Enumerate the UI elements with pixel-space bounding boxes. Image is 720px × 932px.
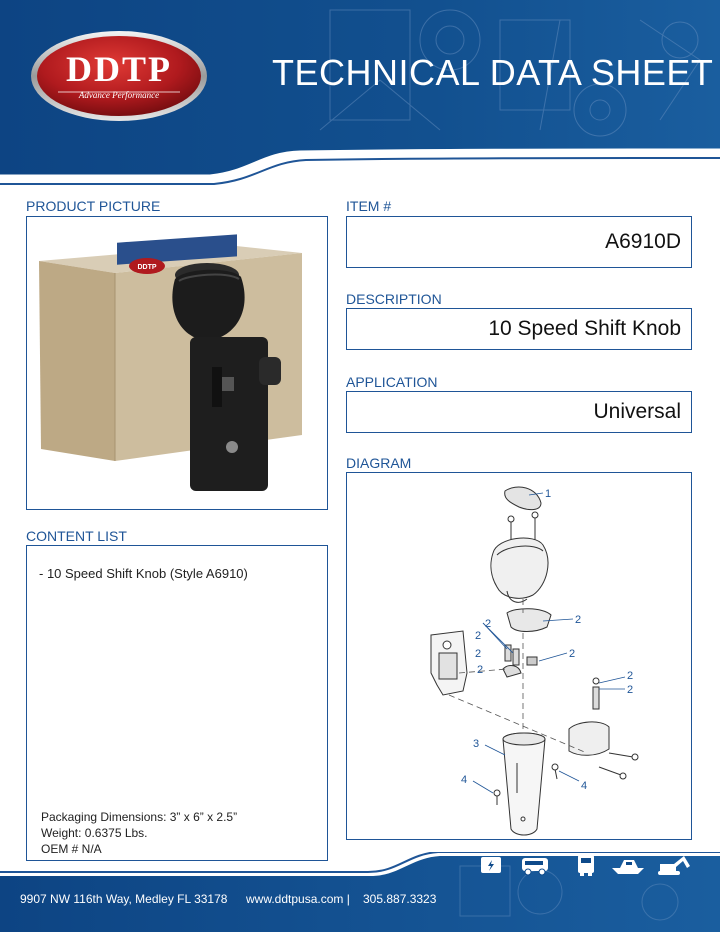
- callout-2c: 2: [475, 648, 482, 660]
- weight-text: Weight: 0.6375 Lbs.: [41, 826, 148, 840]
- application-value: Universal: [593, 400, 681, 423]
- diagram-box: [346, 472, 692, 840]
- item-number-label: ITEM #: [346, 198, 392, 214]
- content-list-label: CONTENT LIST: [26, 528, 127, 544]
- footer-address: 9907 NW 116th Way, Medley FL 33178: [20, 892, 228, 906]
- exploded-diagram: [347, 473, 691, 839]
- generator-icon: [478, 852, 504, 878]
- document-title: TECHNICAL DATA SHEET: [272, 52, 714, 93]
- item-number-box: [346, 216, 692, 268]
- callout-3: 3: [473, 738, 480, 750]
- footer-website[interactable]: www.ddtpusa.com |: [246, 892, 350, 906]
- callout-2f: 2: [627, 670, 634, 682]
- oem-text: OEM # N/A: [41, 842, 102, 856]
- product-picture-label: PRODUCT PICTURE: [26, 198, 161, 214]
- application-label: APPLICATION: [346, 374, 438, 390]
- footer-banner: [0, 852, 720, 932]
- callout-2d: 2: [575, 614, 582, 626]
- callout-2g: 2: [627, 684, 634, 696]
- content-list-box: [26, 545, 328, 861]
- logo-tagline: Advance Performance: [78, 90, 160, 100]
- truck-icon: [574, 852, 598, 878]
- callout-2e: 2: [569, 648, 576, 660]
- description-box: [346, 308, 692, 350]
- item-number-value: A6910D: [605, 230, 681, 253]
- boat-icon: [610, 852, 646, 878]
- header-banner: [0, 0, 720, 190]
- diagram-label: DIAGRAM: [346, 455, 412, 471]
- callout-2b: 2: [475, 630, 482, 642]
- callout-4a: 4: [461, 774, 468, 786]
- packaging-dimensions: Packaging Dimensions: 3” x 6” x 2.5”: [41, 810, 238, 824]
- callout-1: 1: [545, 488, 552, 500]
- box-label-text: DDTP: [137, 264, 157, 271]
- excavator-icon: [656, 852, 694, 878]
- description-label: DESCRIPTION: [346, 291, 442, 307]
- footer-phone[interactable]: 305.887.3323: [363, 892, 437, 906]
- ddtp-logo: [30, 30, 208, 122]
- logo-text: DDTP: [66, 49, 172, 89]
- application-box: [346, 391, 692, 433]
- callout-2h: 2: [477, 664, 484, 676]
- product-photo: [27, 217, 327, 509]
- callout-2a: 2: [485, 618, 492, 630]
- content-list-item: - 10 Speed Shift Knob (Style A6910): [39, 566, 248, 581]
- description-value: 10 Speed Shift Knob: [488, 317, 681, 340]
- bus-icon: [520, 852, 550, 878]
- product-picture-box: [26, 216, 328, 510]
- callout-4b: 4: [581, 780, 588, 792]
